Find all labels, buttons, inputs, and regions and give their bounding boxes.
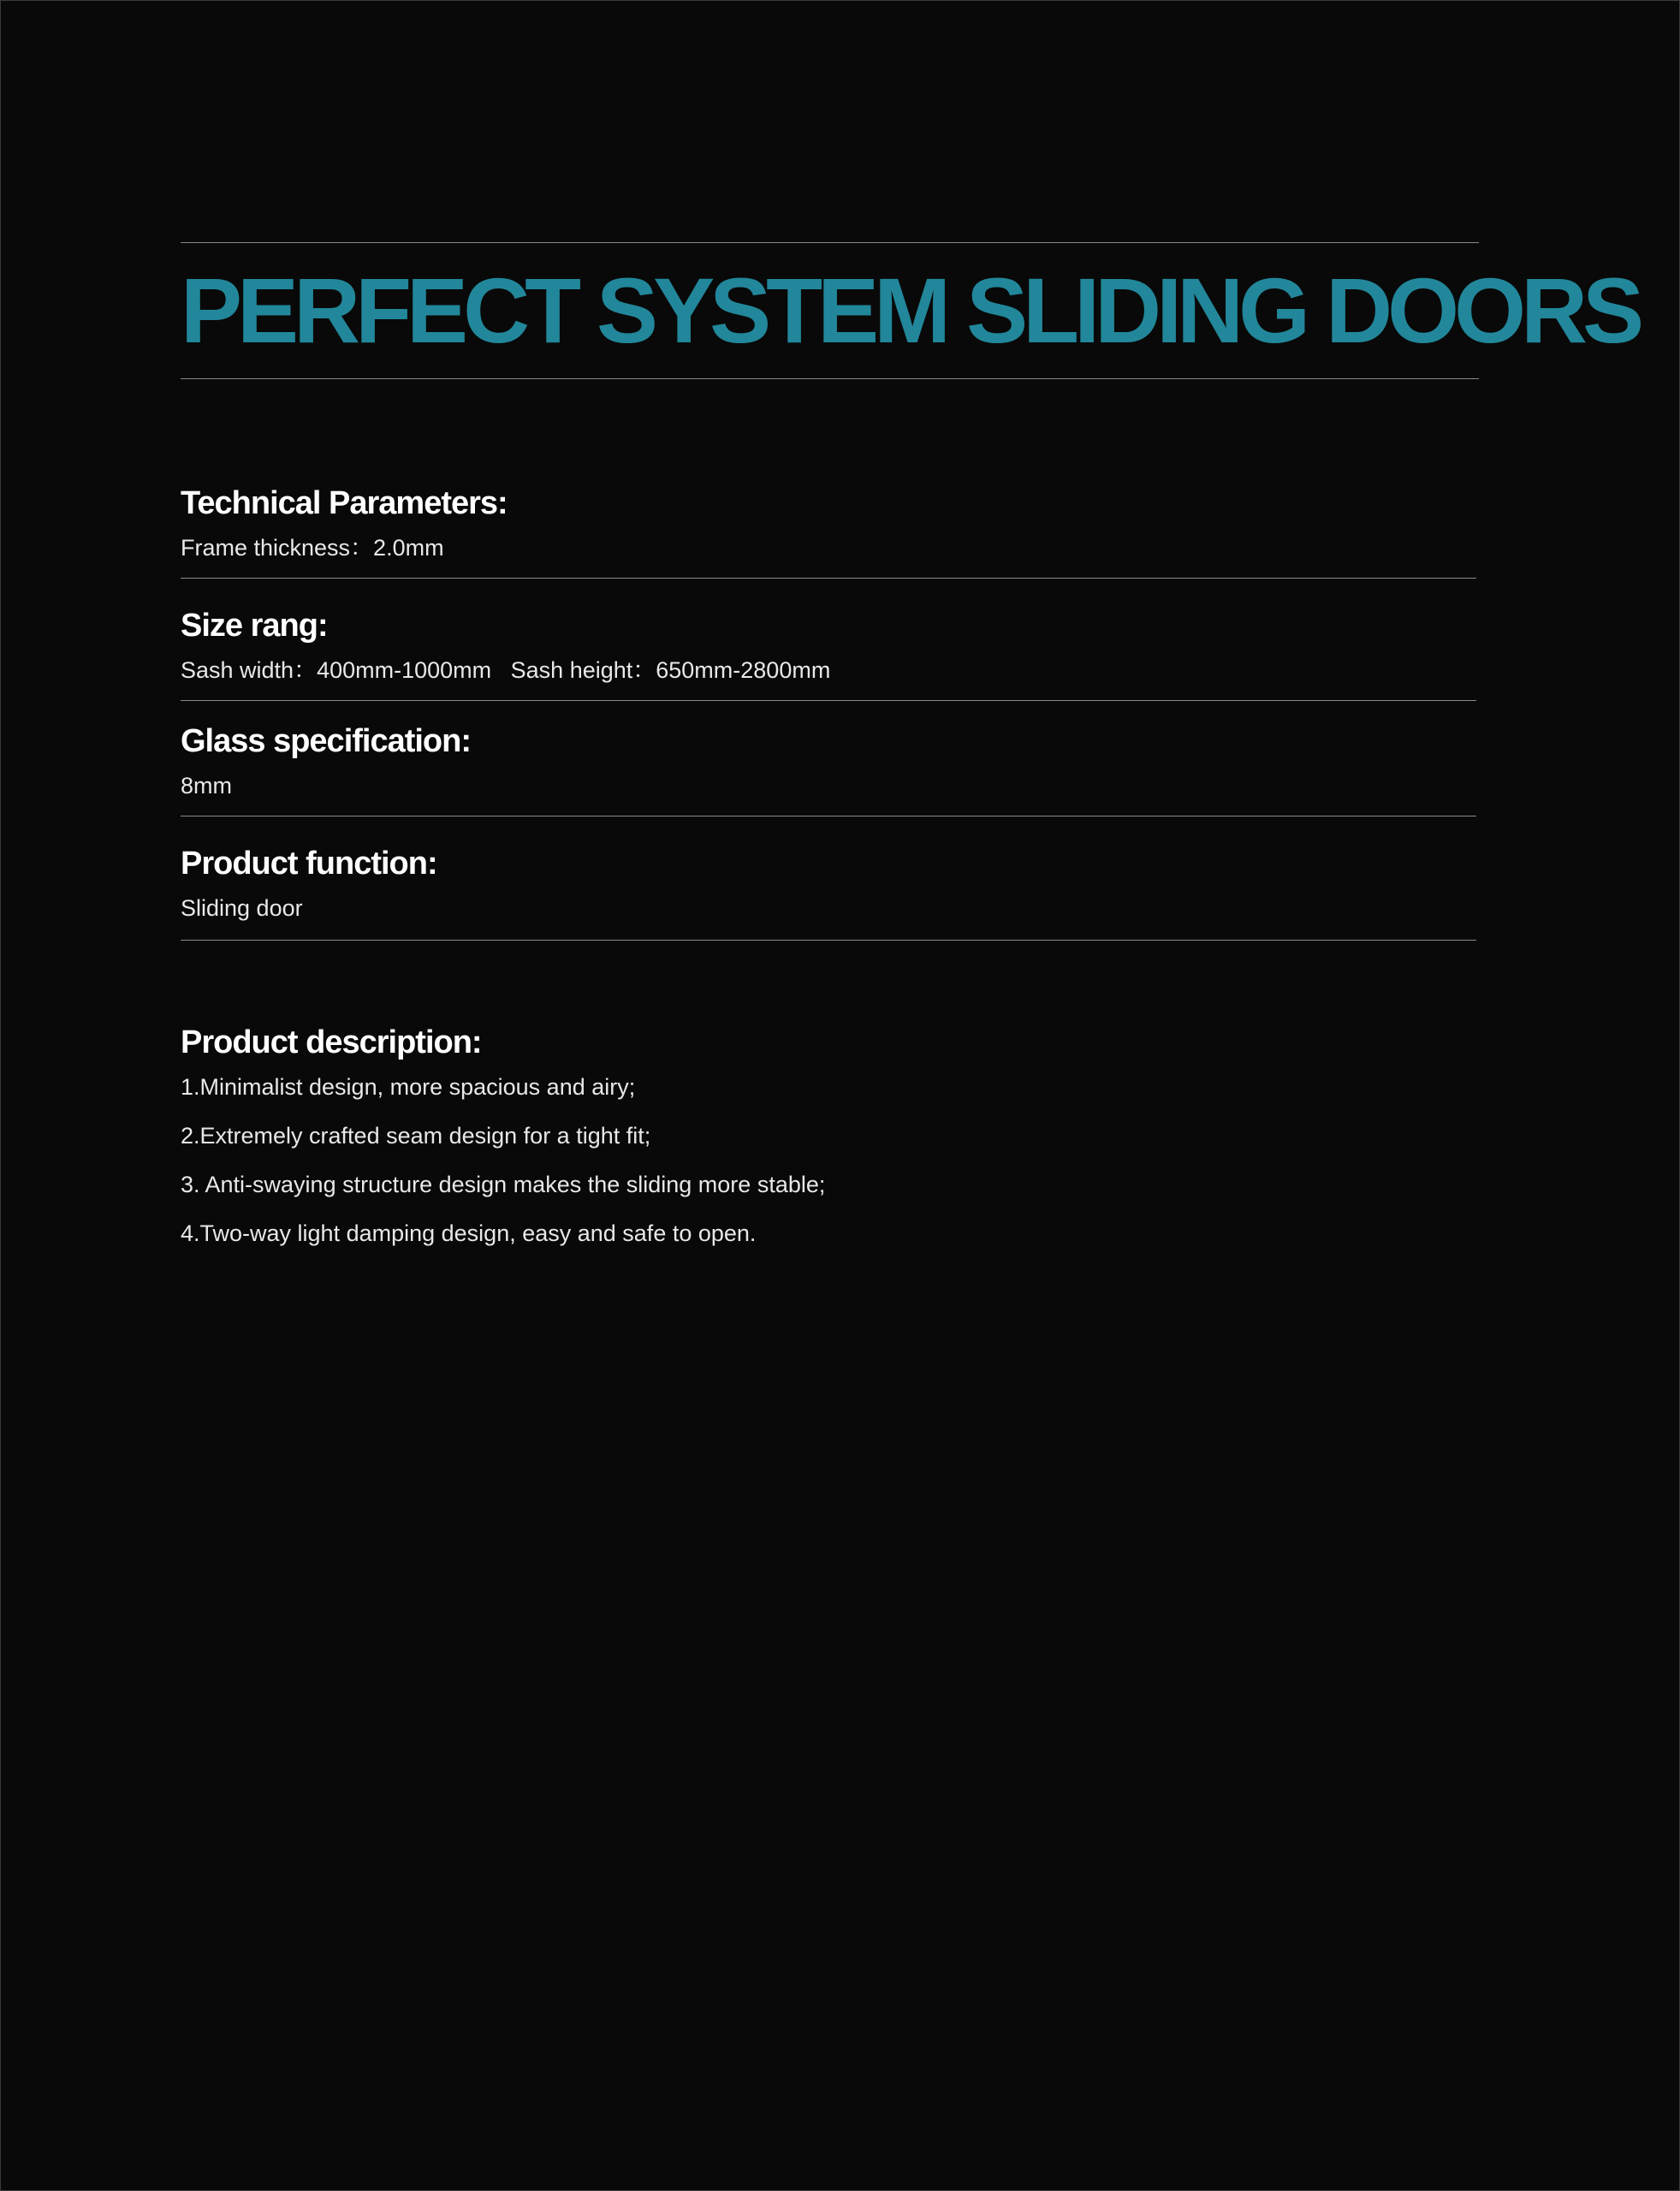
page-title: PERFECT SYSTEM SLIDING DOORS [181, 258, 1640, 362]
description-item: 1.Minimalist design, more spacious and airy; [181, 1074, 636, 1100]
product-description [181, 1023, 1479, 1248]
parameter-heading: Product function: [181, 846, 437, 882]
parameter-heading: Glass specification: [181, 723, 472, 759]
spec-sheet [181, 242, 1640, 1268]
description-heading: Product description: [181, 1024, 482, 1060]
parameter-value: Frame thickness：2.0mm [181, 535, 444, 561]
parameter-technical [181, 484, 1476, 579]
description-item: 2.Extremely crafted seam design for a tight fit; [181, 1123, 651, 1149]
parameter-value: Sliding door [181, 895, 303, 921]
parameter-glass [181, 701, 1476, 816]
parameter-size-range [181, 579, 1476, 701]
description-item: 4.Two-way light damping design, easy and safe to open. [181, 1220, 757, 1246]
parameter-heading: Technical Parameters: [181, 485, 508, 521]
title-bottom-divider [181, 378, 1479, 379]
parameter-value: 8mm [181, 773, 232, 799]
parameter-function [181, 816, 1476, 941]
description-list [181, 1072, 1479, 1248]
description-item: 3. Anti-swaying structure design makes the sliding more stable; [181, 1172, 826, 1197]
parameter-heading: Size rang: [181, 608, 328, 644]
parameter-value: Sash width：400mm-1000mm Sash height：650mm-2800mm [181, 657, 831, 683]
parameter-list [181, 484, 1476, 941]
